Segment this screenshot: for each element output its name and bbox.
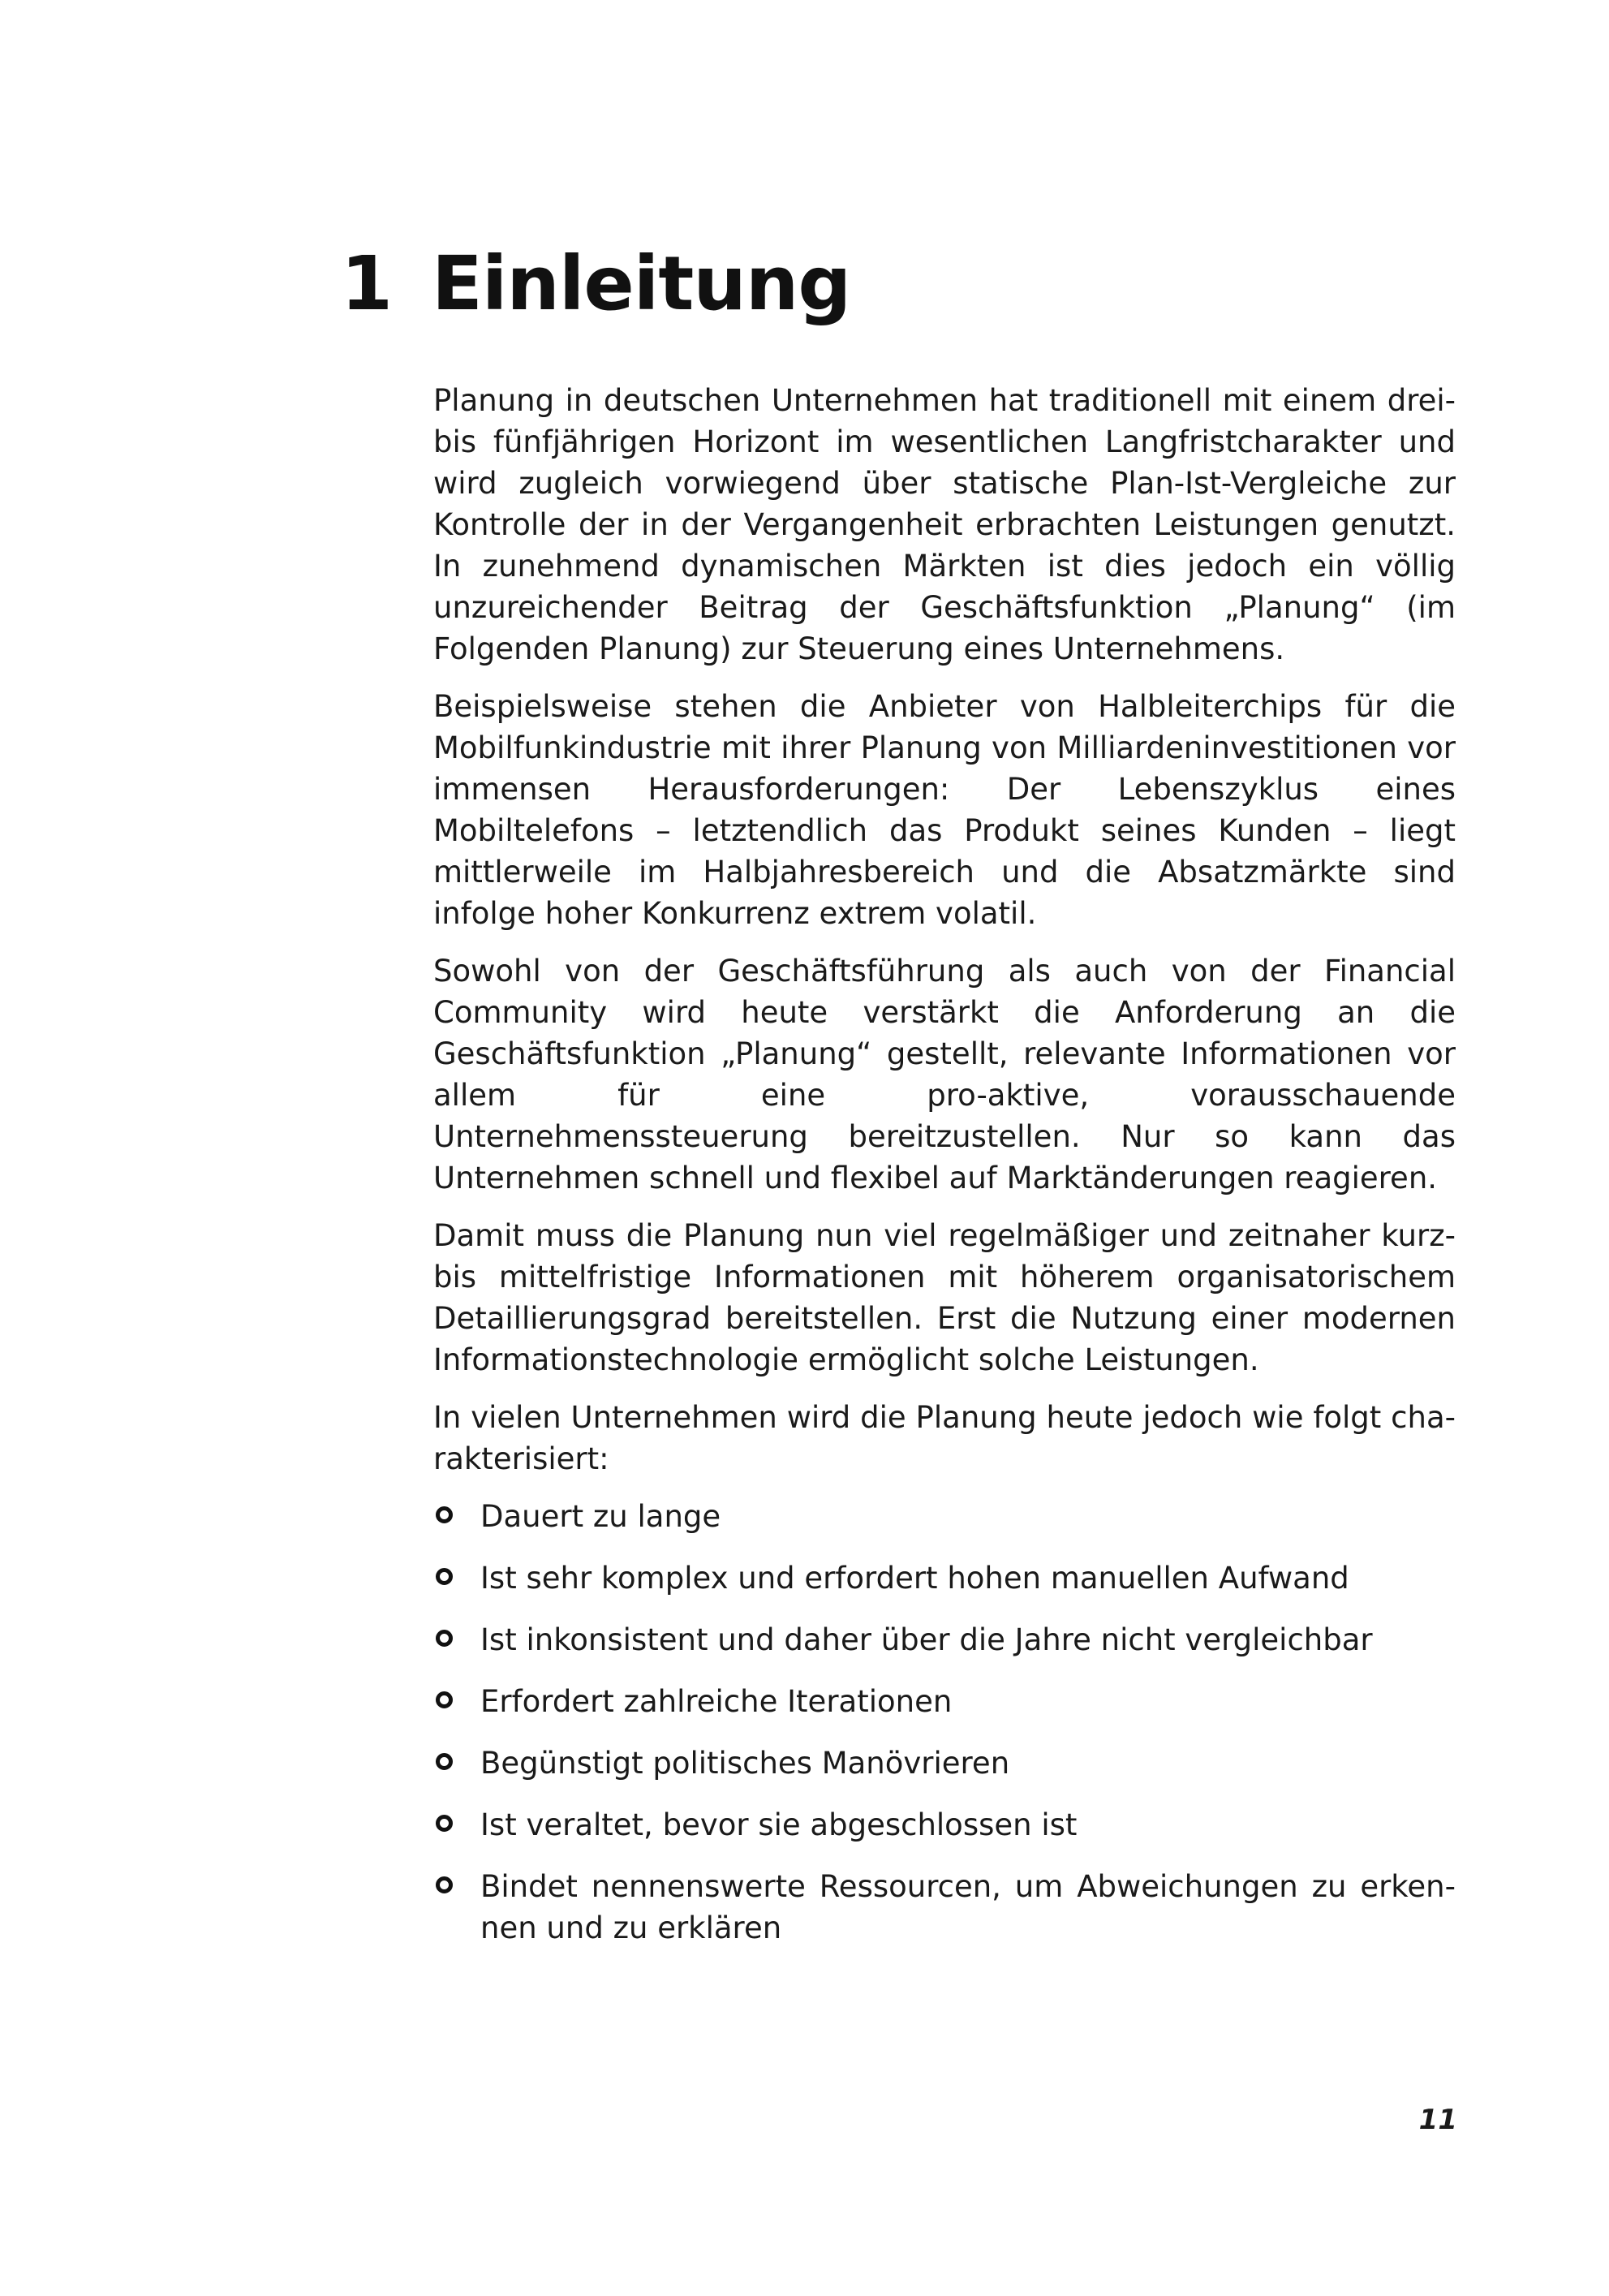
circle-bullet-icon xyxy=(436,1876,453,1893)
list-item xyxy=(433,1866,1456,1949)
list-item-text: Begünstigt politisches Manövrieren xyxy=(480,1746,1010,1781)
list-item xyxy=(433,1557,1456,1599)
chapter-title: Einleitung xyxy=(432,240,851,327)
list-item-text: Erfordert zahlreiche Iterationen xyxy=(480,1684,953,1719)
paragraph: Sowohl von der Geschäftsführung als auch von der Financial Community wird heute verstärkt die Anforderung an die Geschäftsfunktion „Planung“ gestellt, relevante Informationen vor allem für eine pro-aktive, vorausschauende Unternehmenssteuerung bereitzustellen. Nur so kann das Unternehmen schnell und flexibel auf Marktänderungen reagieren. xyxy=(433,954,1456,1195)
list-item-text: Bindet nennenswerte Ressourcen, um Abweichungen zu erkennen und zu erklären xyxy=(480,1869,1456,1945)
chapter-body xyxy=(433,380,1456,1969)
paragraph: Planung in deutschen Unternehmen hat traditionell mit einem dreibis fünfjährigen Horizont im wesentlichen Langfristcharakter und wird zugleich vorwiegend über statische Plan-Ist-Vergleiche zur Kontrolle der in der Vergangenheit erbrachten Leistungen genutzt. In zunehmend dynamischen Märkten ist dies jedoch ein völlig unzureichender Beitrag der Geschäftsfunktion „Planung“ (im Folgenden Planung) zur Steuerung eines Unternehmens. xyxy=(433,383,1456,666)
circle-bullet-icon xyxy=(436,1630,453,1647)
list-item xyxy=(433,1804,1456,1846)
page-number: 11 xyxy=(1418,2104,1457,2136)
paragraph: In vielen Unternehmen wird die Planung heute jedoch wie folgt charakterisiert: xyxy=(433,1400,1456,1476)
circle-bullet-icon xyxy=(436,1568,453,1585)
list-item-text: Ist inkonsistent und daher über die Jahre nicht vergleichbar xyxy=(480,1622,1373,1657)
list-item xyxy=(433,1619,1456,1661)
circle-bullet-icon xyxy=(436,1691,453,1708)
chapter-number: 1 xyxy=(341,240,393,327)
chapter-heading xyxy=(341,237,850,331)
circle-bullet-icon xyxy=(436,1753,453,1770)
list-item xyxy=(433,1681,1456,1722)
list-item xyxy=(433,1742,1456,1784)
circle-bullet-icon xyxy=(436,1506,453,1523)
circle-bullet-icon xyxy=(436,1815,453,1832)
list-item xyxy=(433,1496,1456,1537)
list-item-text: Ist sehr komplex und erfordert hohen manuellen Aufwand xyxy=(480,1561,1349,1596)
bullet-list xyxy=(433,1496,1456,1949)
paragraph: Damit muss die Planung nun viel regelmäßiger und zeitnaher kurz- bis mittelfristige Informationen mit höherem organisatorischem Detaillierungsgrad bereitstellen. Erst die Nutzung einer modernen Informationstechnologie ermöglicht solche Leistungen. xyxy=(433,1218,1456,1377)
list-item-text: Dauert zu lange xyxy=(480,1499,721,1534)
paragraph: Beispielsweise stehen die Anbieter von Halbleiterchips für die Mobilfunkindustrie mit ihrer Planung von Milliardeninvestitionen vor immensen Herausforderungen: Der Lebenszyklus eines Mobiltelefons – letztendlich das Produkt seines Kunden – liegt mittlerweile im Halbjahresbereich und die Absatzmärkte sind infolge hoher Konkurrenz extrem volatil. xyxy=(433,689,1456,931)
list-item-text: Ist veraltet, bevor sie abgeschlossen ist xyxy=(480,1807,1078,1842)
